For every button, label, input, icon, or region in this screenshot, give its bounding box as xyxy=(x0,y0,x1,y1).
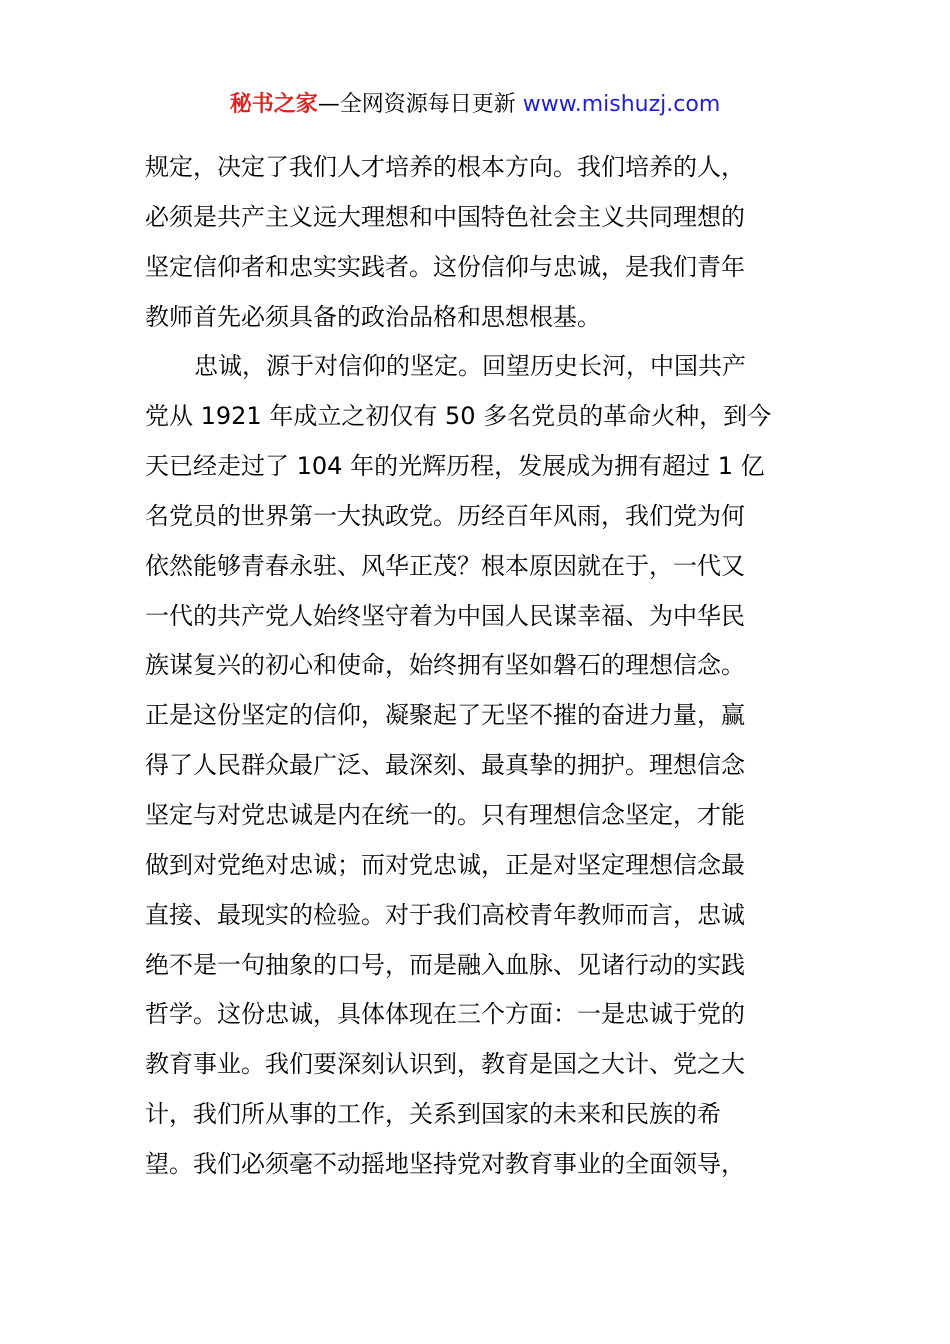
text-line: 直接、最现实的检验。对于我们高校青年教师而言，忠诚 xyxy=(145,900,745,929)
text-line: 天已经走过了 104 年的光辉历程，发展成为拥有超过 1 亿 xyxy=(145,452,765,481)
text-line: 一代的共产党人始终坚守着为中国人民谋幸福、为中华民 xyxy=(145,601,745,630)
text-line: 做到对党绝对忠诚；而对党忠诚，正是对坚定理想信念最 xyxy=(145,850,745,879)
text-line: 依然能够青春永驻、风华正茂？根本原因就在于，一代又 xyxy=(145,551,745,580)
text-line: 坚定信仰者和忠实实践者。这份信仰与忠诚，是我们青年 xyxy=(145,252,745,281)
text-line: 绝不是一句抽象的口号，而是融入血脉、见诸行动的实践 xyxy=(145,950,745,979)
brand-name: 秘书之家 xyxy=(229,92,318,117)
site-url[interactable]: www.mishuzj.com xyxy=(522,92,721,117)
text-line: 正是这份坚定的信仰，凝聚起了无坚不摧的奋进力量，赢 xyxy=(145,701,745,730)
text-line: 得了人民群众最广泛、最深刻、最真挚的拥护。理想信念 xyxy=(145,751,745,780)
document-body xyxy=(145,143,815,1190)
text-line: 教育事业。我们要深刻认识到，教育是国之大计、党之大 xyxy=(145,1050,745,1079)
text-line: 族谋复兴的初心和使命，始终拥有坚如磐石的理想信念。 xyxy=(145,651,745,680)
text-line: 坚定与对党忠诚是内在统一的。只有理想信念坚定，才能 xyxy=(145,800,745,829)
text-line: 计，我们所从事的工作，关系到国家的未来和民族的希 xyxy=(145,1100,721,1129)
text-line: 教师首先必须具备的政治品格和思想根基。 xyxy=(145,302,601,331)
paragraph-first-line: 忠诚，源于对信仰的坚定。回望历史长河，中国共产 xyxy=(194,352,746,381)
text-line: 党从 1921 年成立之初仅有 50 多名党员的革命火种，到今 xyxy=(145,402,772,431)
text-line: 规定，决定了我们人才培养的根本方向。我们培养的人， xyxy=(145,153,745,181)
text-line: 哲学。这份忠诚，具体体现在三个方面：一是忠诚于党的 xyxy=(145,1000,745,1029)
text-line: 必须是共产主义远大理想和中国特色社会主义共同理想的 xyxy=(145,202,745,231)
page-header xyxy=(0,88,950,122)
text-line: 名党员的世界第一大执政党。历经百年风雨，我们党为何 xyxy=(145,501,745,530)
text-line: 望。我们必须毫不动摇地坚持党对教育事业的全面领导， xyxy=(145,1149,745,1178)
header-tagline: —全网资源每日更新 xyxy=(317,92,516,117)
